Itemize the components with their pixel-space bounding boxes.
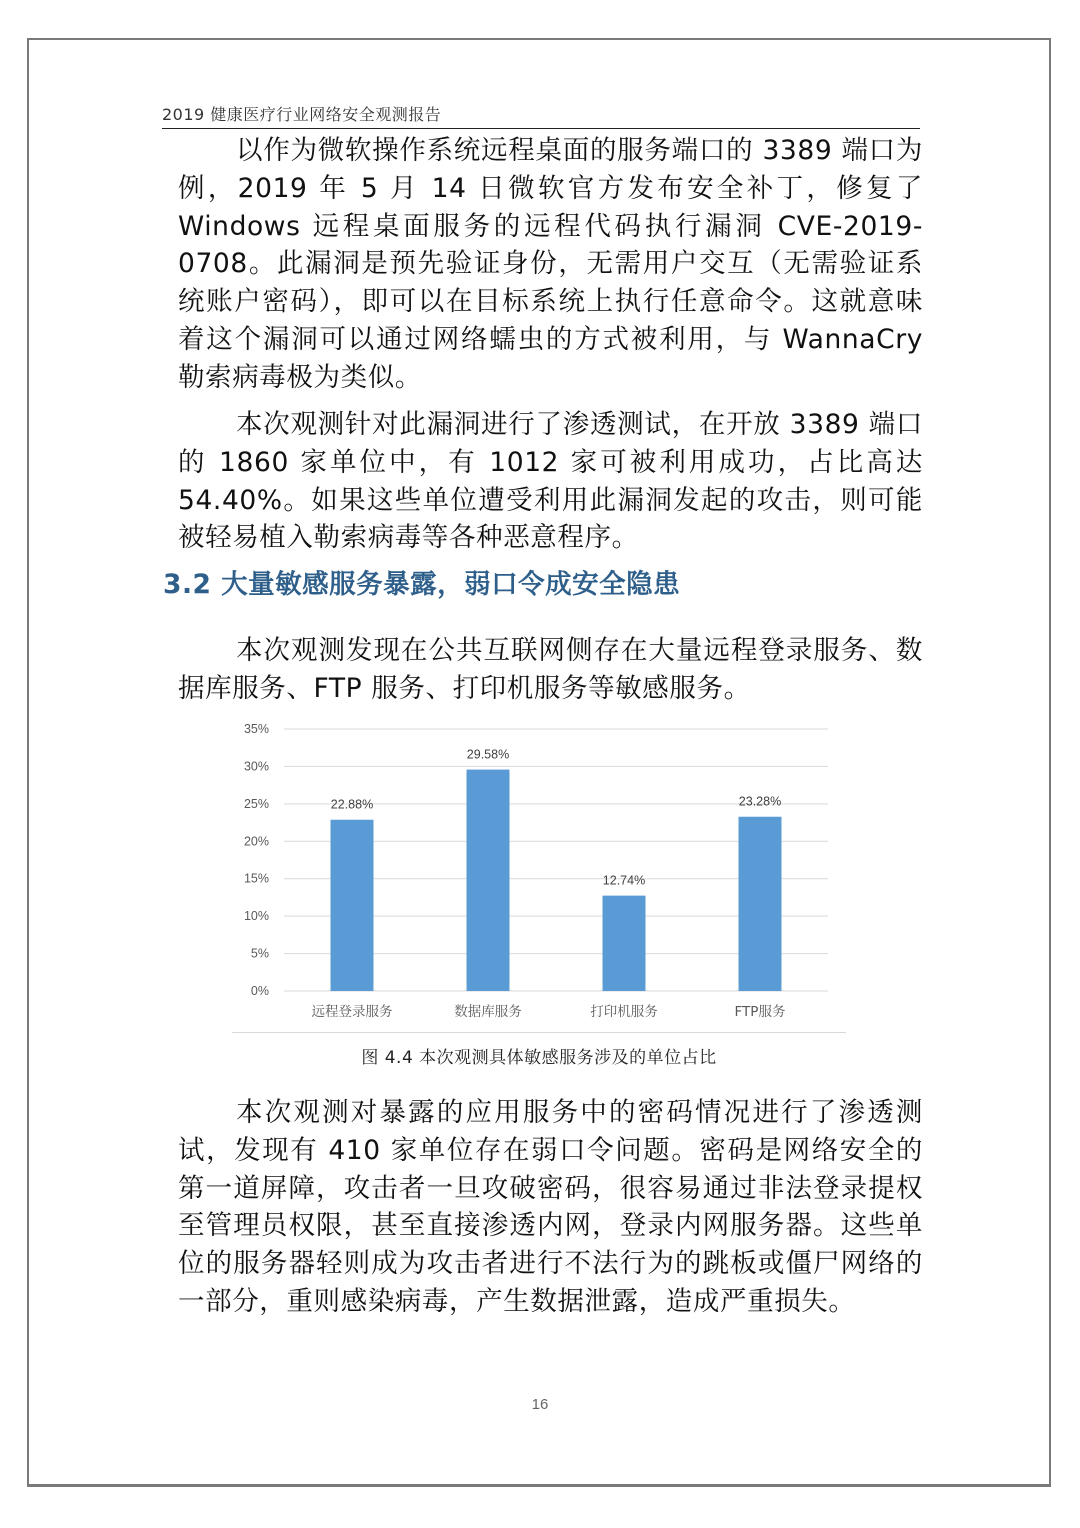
x-category-label: 打印机服务 [590,1004,658,1020]
chart-x-axis-labels [312,1003,786,1020]
page-number: 16 [531,1396,549,1413]
bar [603,896,646,991]
bar-value-label: 12.74% [602,873,646,888]
y-tick-label: 15% [243,871,269,886]
paragraph-penetration-test: 本次观测针对此漏洞进行了渗透测试，在开放 3389 端口的 1860 家单位中，有 1012 家可被利用成功，占比高达 54.40%。如果这些单位遭受利用此漏洞发起的攻击，则可能被轻易植入勒索病毒等各种恶意程序。 [178,409,923,554]
x-category-label: 数据库服务 [454,1004,522,1020]
bar-value-label: 22.88% [330,797,374,812]
y-tick-label: 0% [250,984,269,998]
paragraph-cve-2019-0708: 以作为微软操作系统远程桌面的服务端口的 3389 端口为例，2019 年 5 月 14 日微软官方发布安全补丁，修复了 Windows 远程桌面服务的远程代码执行漏洞 CVE-2019-0708。此漏洞是预先验证身份，无需用户交互（无需验证系统账户密码），即可以在目标系统上执行任意命令。这就意味着这个漏洞可以通过网络蠕虫的方式被利用，与 WannaCry 勒索病毒极为类似。 [178,135,923,393]
y-tick-label: 35% [243,722,269,736]
x-category-label: 远程登录服务 [311,1004,393,1020]
running-header: 2019 健康医疗行业网络安全观测报告 [162,104,920,129]
bar [739,817,782,991]
bar [331,820,374,991]
y-tick-label: 25% [243,796,269,811]
chart-y-axis-ticks [244,722,269,998]
figure-caption: 图 4.4 本次观测具体敏感服务涉及的单位占比 [361,1048,717,1068]
bar-chart [232,718,846,1033]
bar-value-label: 29.58% [466,747,510,762]
chart-bars [331,748,782,991]
paragraph-weak-passwords: 本次观测对暴露的应用服务中的密码情况进行了渗透测试，发现有 410 家单位存在弱口令问题。密码是网络安全的第一道屏障，攻击者一旦攻破密码，很容易通过非法登录提权至管理员权限，甚至直接渗透内网，登录内网服务器。这些单位的服务器轻则成为攻击者进行不法行为的跳板或僵尸网络的一部分，重则感染病毒，产生数据泄露，造成严重损失。 [178,1097,923,1317]
section-heading: 3.2 大量敏感服务暴露，弱口令成安全隐患 [163,569,681,600]
y-tick-label: 10% [243,909,269,924]
y-tick-label: 30% [243,759,269,774]
paragraph-sensitive-services: 本次观测发现在公共互联网侧存在大量远程登录服务、数据库服务、FTP 服务、打印机服务等敏感服务。 [178,635,923,704]
bar-chart-canvas [232,718,846,1032]
y-tick-label: 20% [243,834,269,849]
bar-value-label: 23.28% [738,794,782,809]
bar [467,770,510,991]
y-tick-label: 5% [250,946,269,961]
x-category-label: FTP服务 [734,1004,786,1020]
